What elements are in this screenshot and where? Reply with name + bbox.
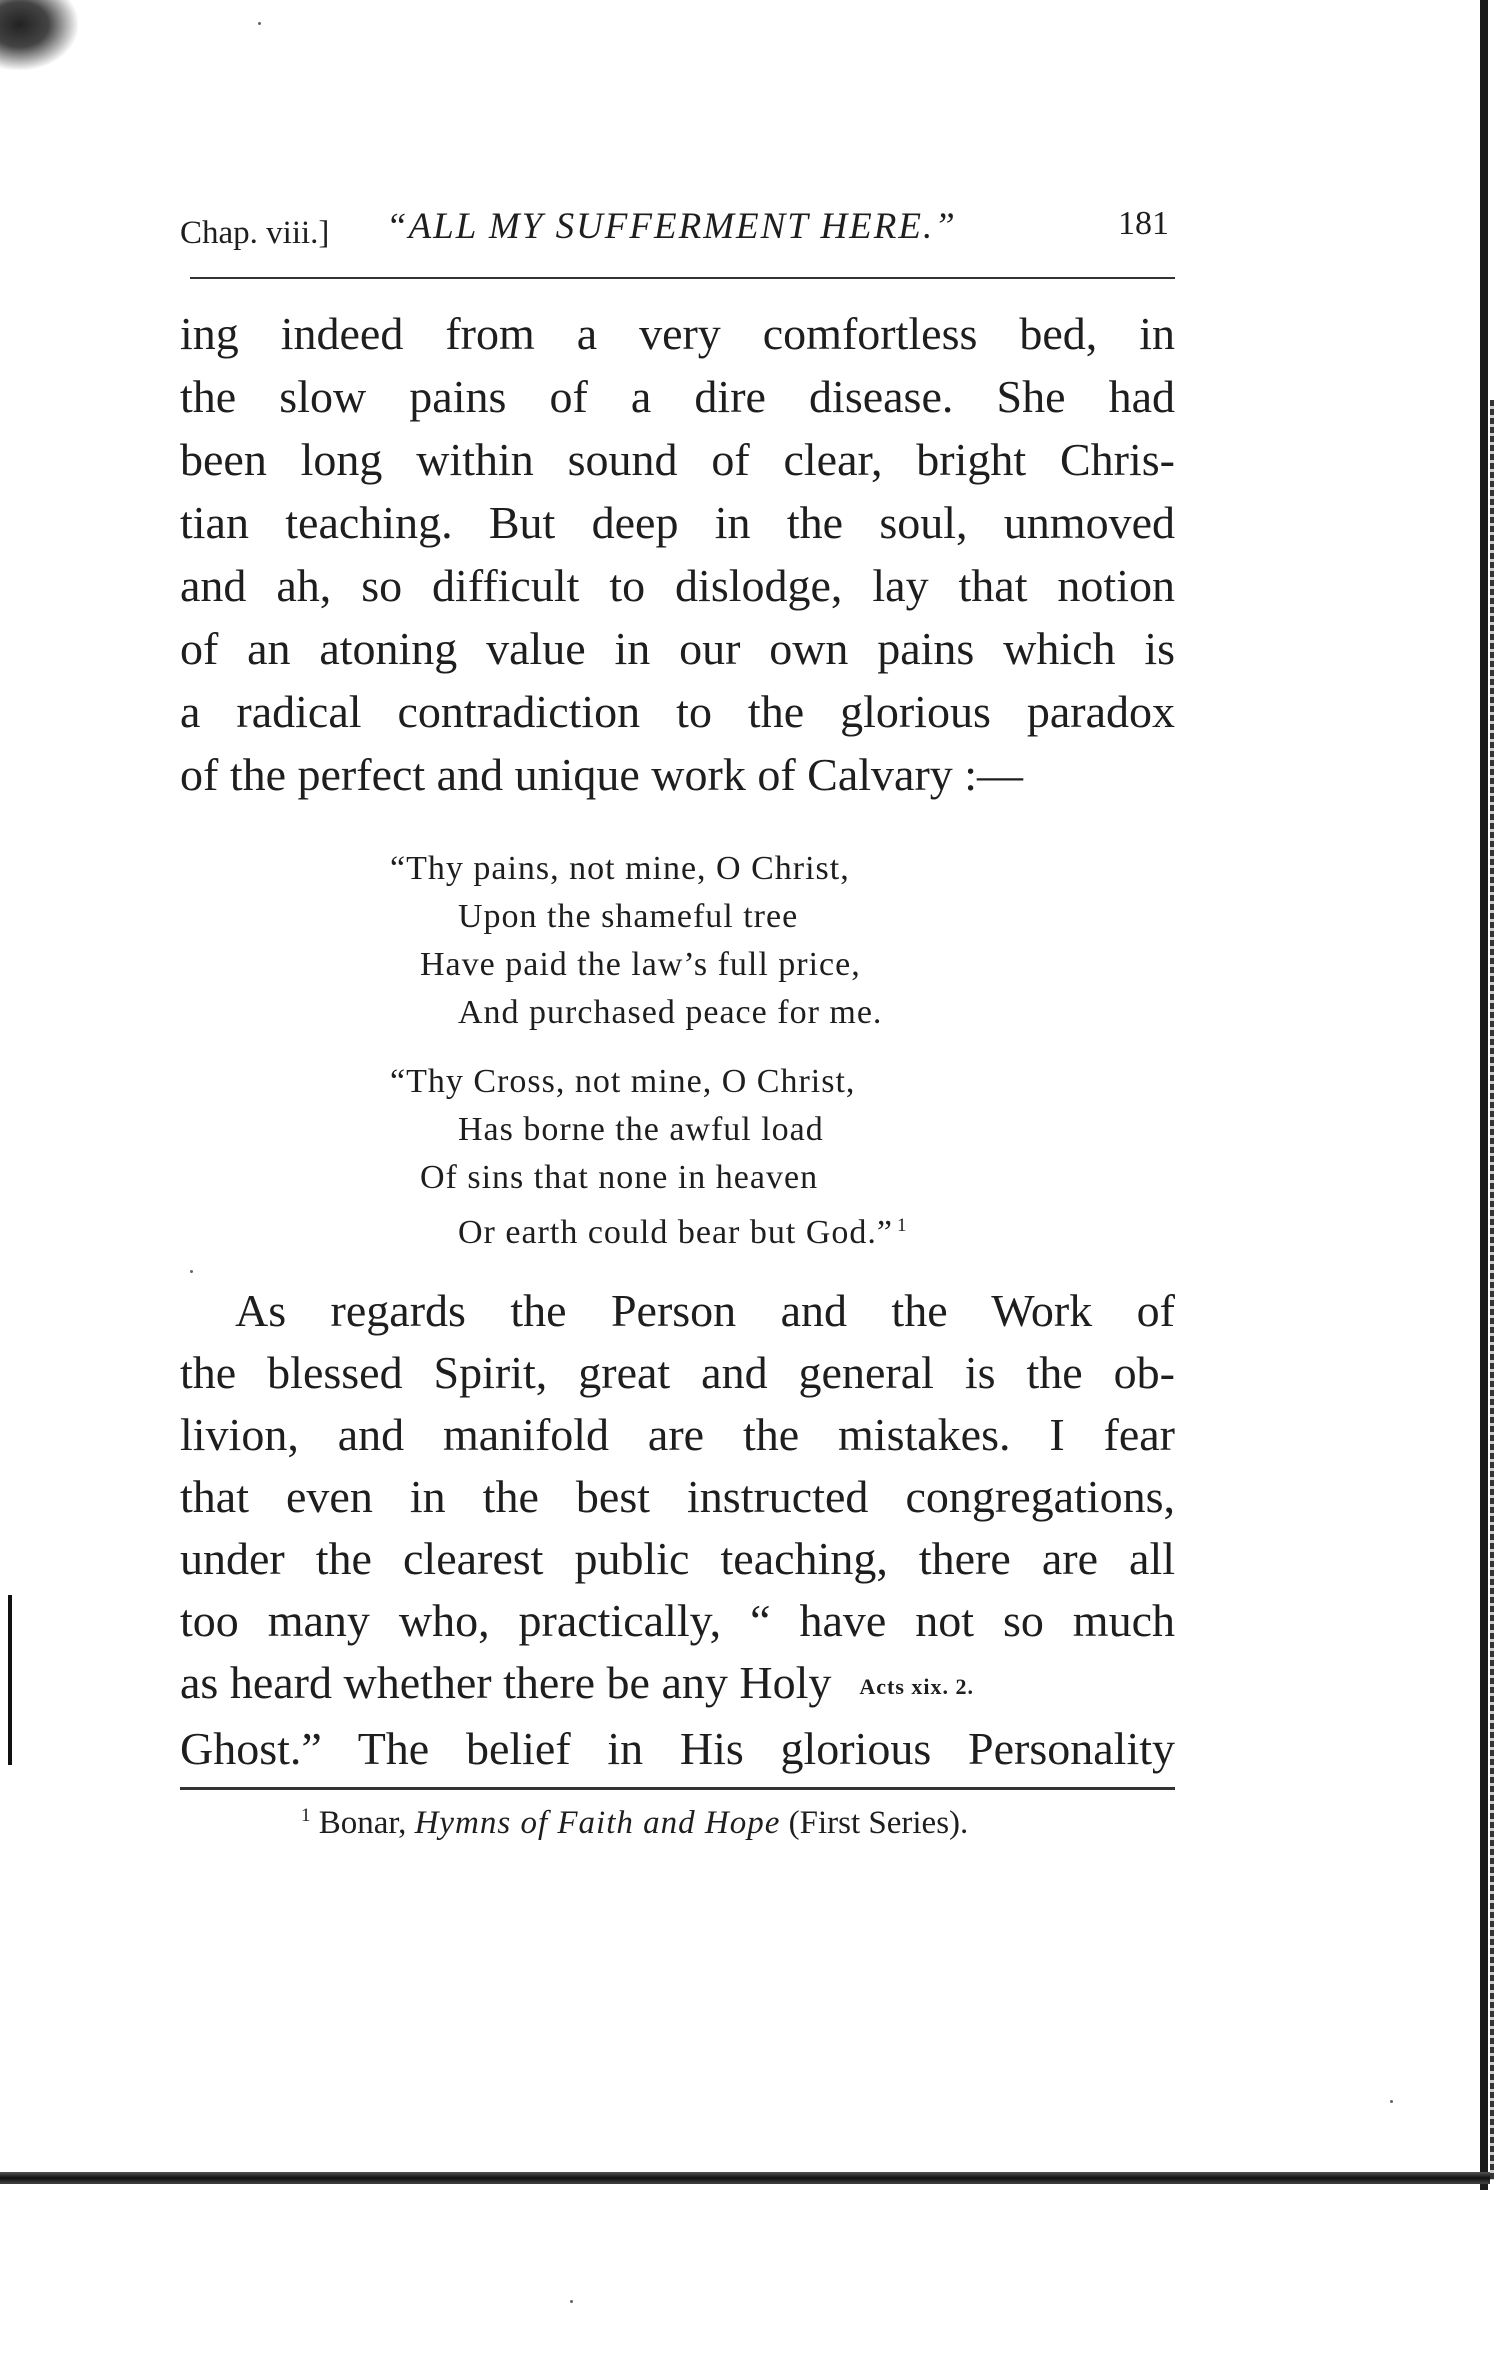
- speck: [570, 2300, 573, 2303]
- text-line: been long within sound of clear, bright Chris-: [180, 434, 1175, 485]
- text-line: As regards the Person and the Work of: [235, 1285, 1175, 1336]
- text-line: livion, and manifold are the mistakes. I fear: [180, 1409, 1175, 1460]
- running-title: “ALL MY SUFFERMENT HERE.”: [386, 206, 957, 247]
- text-line: too many who, practically, “ have not so much: [180, 1595, 1175, 1646]
- footnote-author: Bonar,: [318, 1805, 407, 1841]
- poem-line: Have paid the law’s full price,: [420, 946, 861, 983]
- text-line: a radical contradiction to the glorious paradox: [180, 686, 1175, 737]
- running-header: [180, 205, 1180, 255]
- poem-line: Or earth could bear but God.”: [458, 1214, 893, 1251]
- footnote-rule: [180, 1787, 1175, 1790]
- poem-line: “Thy pains, not mine, O Christ,: [390, 850, 850, 887]
- text-line: that even in the best instructed congregations,: [180, 1471, 1175, 1522]
- text-line-with-sidenote: [180, 1652, 1175, 1718]
- chapter-label: Chap. viii.]: [180, 215, 330, 251]
- text-line: as heard whether there be any Holy: [180, 1657, 832, 1708]
- text-line: of an atoning value in our own pains which is: [180, 623, 1175, 674]
- text-line: tian teaching. But deep in the soul, unmoved: [180, 497, 1175, 548]
- footnote-title: Hymns of Faith and Hope: [414, 1805, 781, 1841]
- paragraph-2: [180, 1280, 1175, 1780]
- poem-line-with-note: [390, 1202, 907, 1257]
- page-edge-shadow: [1490, 400, 1494, 2180]
- footnote: [297, 1805, 968, 1842]
- page-number: 181: [1118, 205, 1169, 242]
- poem-line: Of sins that none in heaven: [420, 1159, 819, 1196]
- scan-smudge: [0, 0, 78, 70]
- text-line: of the perfect and unique work of Calvary :—: [180, 749, 1024, 800]
- footnote-ref: 1: [896, 1215, 908, 1236]
- text-line: under the clearest public teaching, there are all: [180, 1533, 1175, 1584]
- marginal-reference: Acts xix. 2.: [859, 1674, 975, 1700]
- header-rule: [190, 277, 1175, 279]
- paragraph-1: [180, 302, 1175, 806]
- page-edge-bottom: [0, 2172, 1490, 2184]
- poem-stanza-1: [390, 845, 882, 1037]
- text-line: the blessed Spirit, great and general is the ob-: [180, 1347, 1175, 1398]
- page-edge-right: [1480, 0, 1488, 2190]
- footnote-series: (First Series).: [788, 1805, 969, 1841]
- speck: [1390, 2100, 1393, 2103]
- speck: [190, 1270, 193, 1273]
- footnote-marker: 1: [301, 1805, 311, 1826]
- poem-line: Upon the shameful tree: [458, 898, 799, 935]
- poem-stanza-2: [390, 1058, 907, 1257]
- text-line: the slow pains of a dire disease. She had: [180, 371, 1175, 422]
- poem-line: And purchased peace for me.: [458, 994, 883, 1031]
- poem-line: Has borne the awful load: [458, 1111, 824, 1148]
- speck: [258, 22, 261, 25]
- text-line: Ghost.” The belief in His glorious Personality: [180, 1723, 1175, 1775]
- text-line: and ah, so difficult to dislodge, lay that notion: [180, 560, 1175, 611]
- poem-line: “Thy Cross, not mine, O Christ,: [390, 1063, 856, 1100]
- text-line: ing indeed from a very comfortless bed, in: [180, 308, 1175, 359]
- page-edge-left-mark: [8, 1595, 12, 1765]
